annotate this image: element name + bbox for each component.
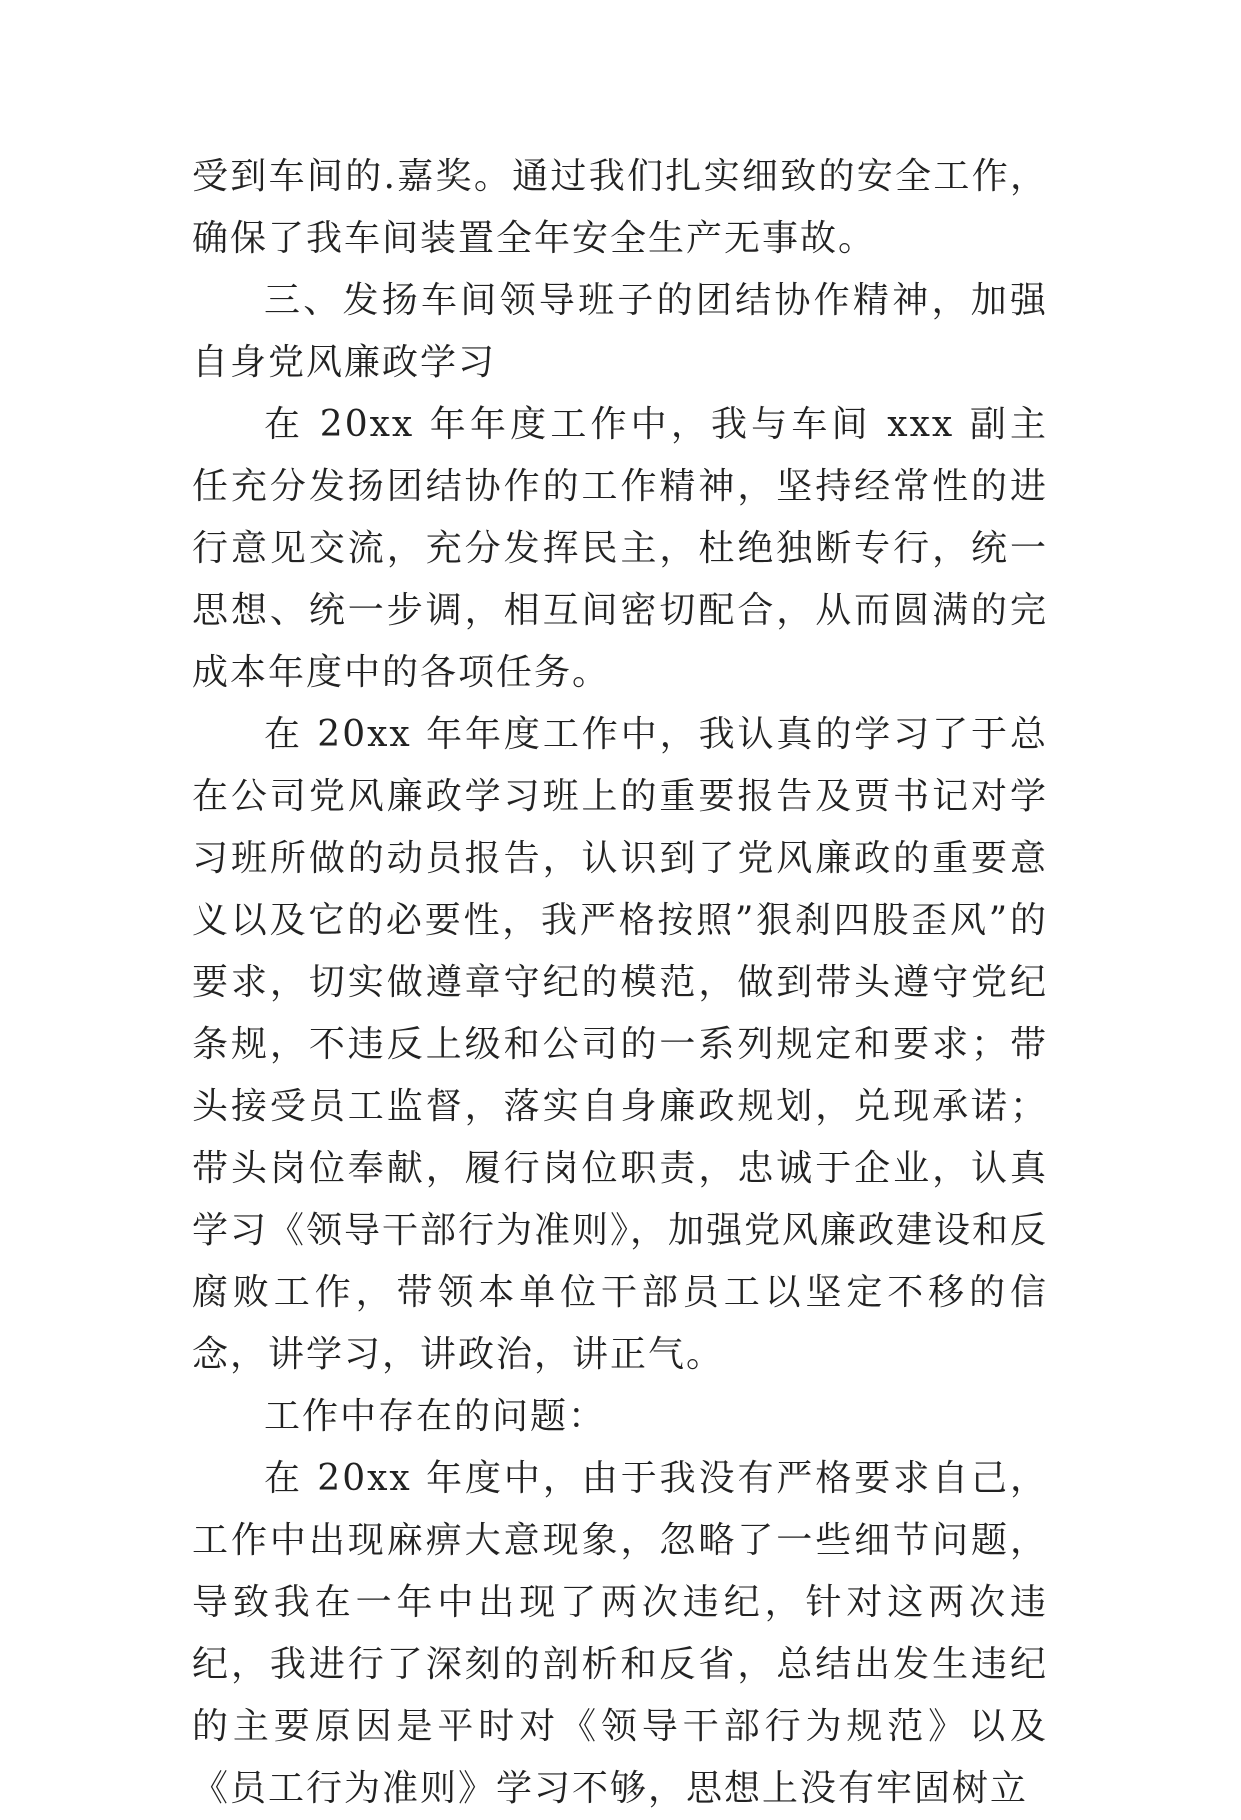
paragraph-problems: 在 20xx 年度中，由于我没有严格要求自己，工作中出现麻痹大意现象，忽略了一些细节问题，导致我在一年中出现了两次违纪，针对这两次违纪，我进行了深刻的剖析和反省，总结出发生违纪的主要原因是平时对《领导干部行为规范》以及《员工行为准则》学习不够，思想上没有牢固树立 [192,1458,1048,1809]
subheading-problems: 工作中存在的问题： [264,1396,607,1437]
paragraph-continuation: 受到车间的.嘉奖。通过我们扎实细致的安全工作，确保了我车间装置全年安全生产无事故。 [192,156,1048,259]
paragraph-teamwork: 在 20xx 年年度工作中，我与车间 xxx 副主任充分发扬团结协作的工作精神，坚持经常性的进行意见交流，充分发挥民主，杜绝独断专行，统一思想、统一步调，相互间密切配合，从而圆满的完成本年度中的各项任务。 [192,404,1048,693]
section-heading-3: 三、发扬车间领导班子的团结协作精神，加强自身党风廉政学习 [192,280,1048,383]
paragraph-integrity-study: 在 20xx 年年度工作中，我认真的学习了于总在公司党风廉政学习班上的重要报告及贾书记对学习班所做的动员报告，认识到了党风廉政的重要意义以及它的必要性，我严格按照”狠刹四股歪风”的要求，切实做遵章守纪的模范，做到带头遵守党纪条规，不违反上级和公司的一系列规定和要求；带头接受员工监督，落实自身廉政规划，兑现承诺；带头岗位奉献，履行岗位职责，忠诚于企业，认真学习《领导干部行为准则》，加强党风廉政建设和反腐败工作，带领本单位干部员工以坚定不移的信念，讲学习，讲政治，讲正气。 [192,714,1049,1375]
document-body [192,146,1048,1820]
